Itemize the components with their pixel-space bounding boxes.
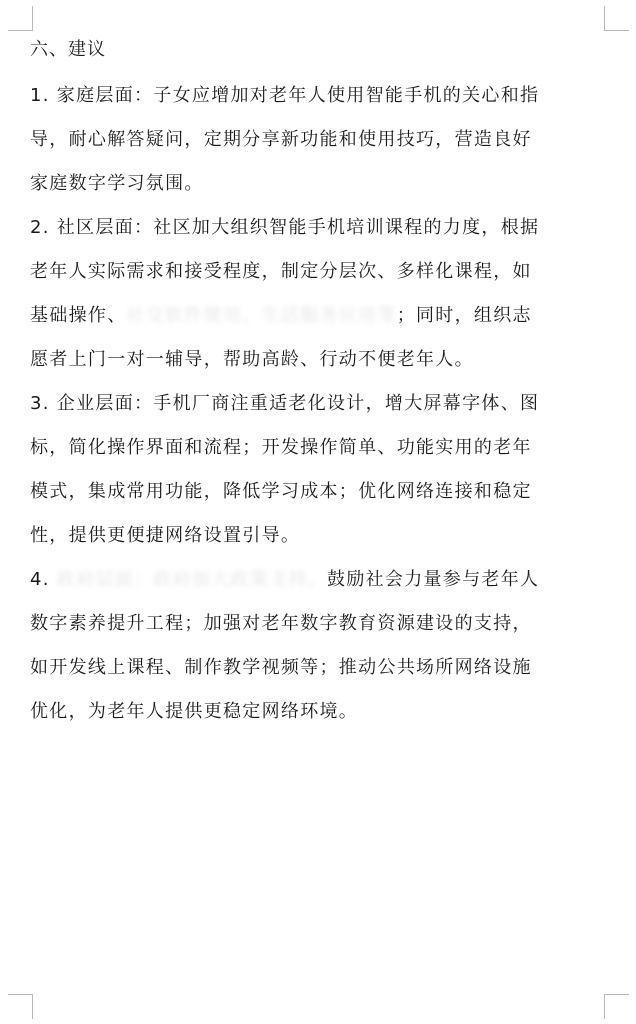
crop-mark-bottom-right (604, 994, 629, 1019)
text-fragment: ；同时，组织志 (396, 305, 532, 326)
text-line: 愿者上门一对一辅导，帮助高龄、行动不便老年人。 (30, 349, 474, 370)
text-line: 如开发线上课程、制作教学视频等；推动公共场所网络设施 (30, 657, 532, 678)
obscured-text: 政府层面：政府加大政策支持， (49, 569, 328, 590)
document-body (30, 32, 615, 734)
text-line-partially-obscured (30, 294, 615, 338)
obscured-text: 社交软件使用、生活服务应用等 (126, 305, 397, 326)
text-line: 导，耐心解答疑问，定期分享新功能和使用技巧，营造良好 (30, 129, 532, 150)
paragraph-community (30, 206, 615, 382)
text-line: 模式，集成常用功能，降低学习成本；优化网络连接和稳定 (30, 481, 532, 502)
section-heading: 六、建议 (30, 39, 106, 60)
paragraph-enterprise (30, 382, 615, 558)
text-line: 标，简化操作界面和流程；开发操作简单、功能实用的老年 (30, 437, 532, 458)
text-line: 性，提供更便捷网络设置引导。 (30, 525, 301, 546)
text-line: 优化，为老年人提供更稳定网络环境。 (30, 701, 359, 722)
text-line: 家庭数字学习氛围。 (30, 173, 204, 194)
text-fragment: 基础操作、 (30, 305, 127, 326)
paragraph-family (30, 74, 615, 206)
text-line: 1. 家庭层面：子女应增加对老年人使用智能手机的关心和指 (30, 85, 540, 106)
paragraph-government (30, 558, 615, 734)
text-line: 3. 企业层面：手机厂商注重适老化设计，增大屏幕字体、图 (30, 393, 540, 414)
crop-mark-bottom-left (8, 994, 33, 1019)
text-fragment: 鼓励社会力量参与老年人 (327, 569, 540, 590)
text-fragment: 4. (30, 569, 50, 590)
text-line: 老年人实际需求和接受程度，制定分层次、多样化课程，如 (30, 261, 532, 282)
crop-mark-top-right (604, 6, 629, 31)
text-line: 2. 社区层面：社区加大组织智能手机培训课程的力度，根据 (30, 217, 540, 238)
crop-mark-top-left (8, 6, 33, 31)
text-line: 数字素养提升工程；加强对老年数字教育资源建设的支持， (30, 613, 532, 634)
text-line-partially-obscured (30, 558, 615, 602)
